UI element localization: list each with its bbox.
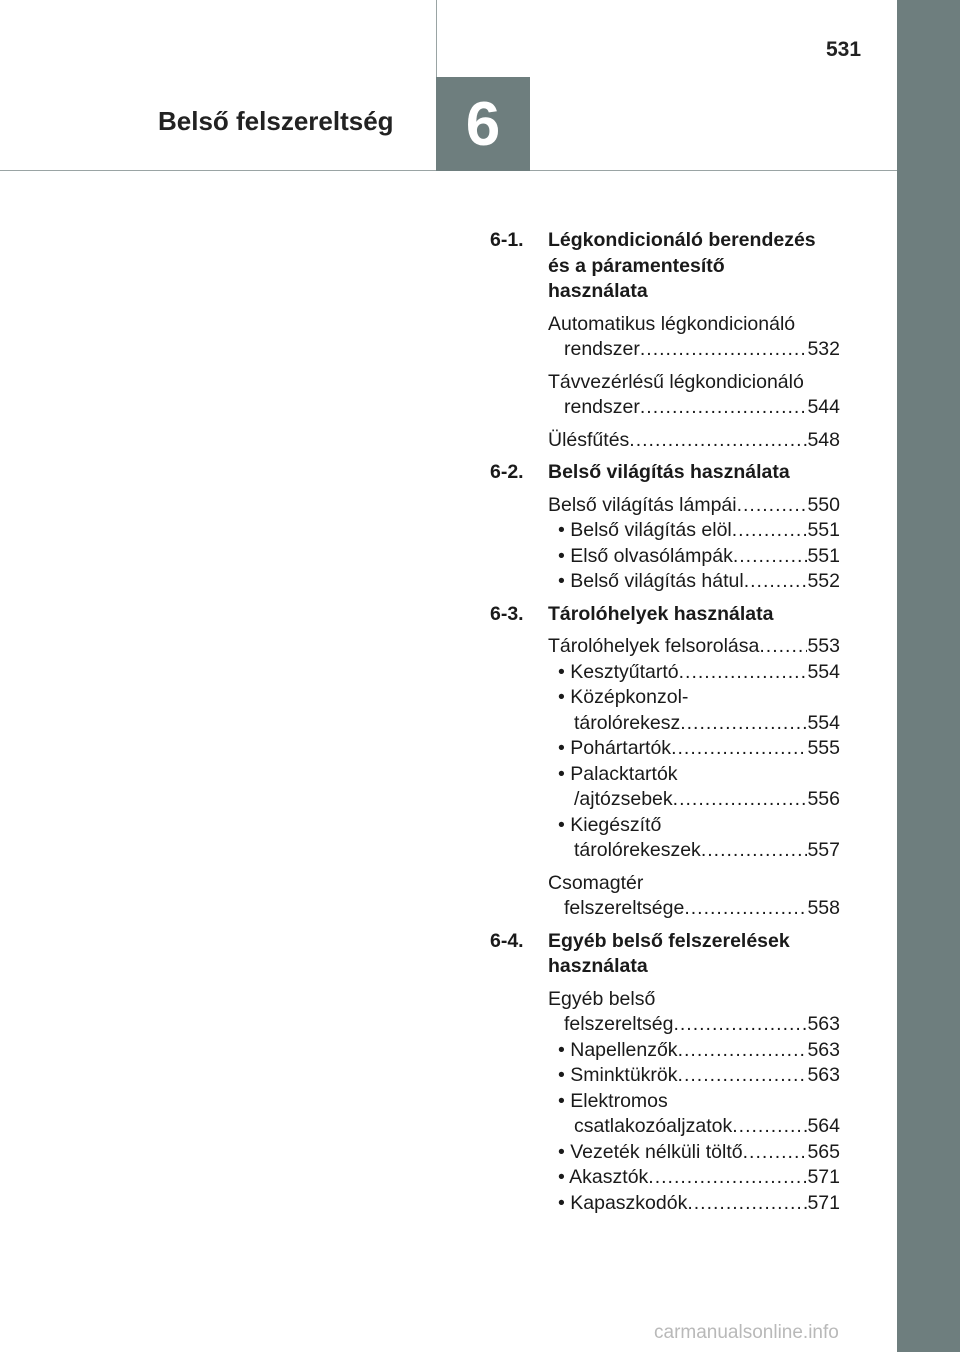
toc-sub-entry[interactable] xyxy=(548,1089,840,1140)
toc-section-heading[interactable] xyxy=(490,460,840,486)
toc-page-number: 550 xyxy=(807,493,840,516)
toc-sub-entry[interactable] xyxy=(548,518,840,544)
toc-entry-line xyxy=(548,685,840,711)
toc-entry-line xyxy=(548,1038,840,1064)
toc-page-number: 571 xyxy=(807,1191,840,1214)
toc-page-number: 557 xyxy=(807,839,840,861)
toc-section-number: 6-3. xyxy=(490,602,524,625)
toc-dot-leader xyxy=(732,518,808,544)
toc-entry-line xyxy=(548,493,840,519)
toc-entry-line xyxy=(548,762,840,788)
watermark: carmanualsonline.info xyxy=(654,1322,839,1343)
toc-entry[interactable] xyxy=(548,428,840,454)
toc-entry-label: • Belső világítás elöl xyxy=(558,519,732,541)
toc-section-number: 6-4. xyxy=(490,929,524,952)
toc-dot-leader xyxy=(701,838,808,864)
toc-sub-entry[interactable] xyxy=(548,1140,840,1166)
chapter-number-box xyxy=(436,77,530,171)
toc-entry-label: tárolórekeszek xyxy=(574,839,701,861)
toc-entry-line xyxy=(548,736,840,762)
toc-entry-line xyxy=(548,1089,840,1115)
toc-section-title xyxy=(548,460,840,486)
toc-section-title xyxy=(548,228,840,305)
toc-entry-line xyxy=(548,634,840,660)
toc-entry-line xyxy=(548,1063,840,1089)
toc-sub-entry[interactable] xyxy=(548,1165,840,1191)
toc-sub-entry[interactable] xyxy=(548,1038,840,1064)
toc-dot-leader xyxy=(673,787,808,813)
toc-section-title-line: Belső világítás használata xyxy=(548,461,790,483)
toc-entry-label: Belső világítás lámpái xyxy=(548,493,737,516)
toc-section-title-line: használata xyxy=(548,280,648,302)
chapter-side-tab xyxy=(897,0,960,1352)
toc-entry-line xyxy=(548,871,840,897)
toc-entry-line xyxy=(548,987,840,1013)
toc-entry-line xyxy=(548,896,840,922)
toc-entry[interactable] xyxy=(548,493,840,519)
toc-page-number: 563 xyxy=(807,1038,840,1061)
toc-entry-label: felszereltség xyxy=(564,1013,674,1035)
toc-dot-leader xyxy=(679,660,808,686)
toc-entry-label: tárolórekesz xyxy=(574,711,681,734)
toc-entry[interactable] xyxy=(548,987,840,1038)
toc-page-number: 565 xyxy=(807,1140,840,1163)
toc-page-number: 563 xyxy=(807,1064,840,1086)
toc-dot-leader xyxy=(744,569,808,595)
toc-section-heading[interactable] xyxy=(490,602,840,628)
toc-entry-line xyxy=(548,518,840,544)
toc-page-number: 558 xyxy=(807,897,840,919)
toc-sub-entry[interactable] xyxy=(548,660,840,686)
toc-dot-leader xyxy=(684,896,807,922)
toc-page-number: 552 xyxy=(807,570,840,592)
toc-sub-entry[interactable] xyxy=(548,762,840,813)
toc-page-number: 564 xyxy=(807,1115,840,1137)
toc-page-number: 554 xyxy=(807,660,840,683)
toc-entry-label: • Kesztyűtartó xyxy=(558,660,679,683)
toc-dot-leader xyxy=(733,544,808,570)
toc-section-title-line: használata xyxy=(548,955,648,977)
toc-page-number: 563 xyxy=(807,1013,840,1035)
toc-dot-leader xyxy=(678,1038,808,1064)
toc-dot-leader xyxy=(629,428,807,454)
toc-entry-label: Automatikus légkondicionáló xyxy=(548,312,796,335)
toc-dot-leader xyxy=(680,711,807,737)
toc-entry-line xyxy=(548,1114,840,1140)
toc-dot-leader xyxy=(671,736,807,762)
toc-page-number: 554 xyxy=(807,711,840,734)
toc-dot-leader xyxy=(640,395,808,421)
toc-page-number: 551 xyxy=(807,544,840,567)
toc-sub-entry[interactable] xyxy=(548,544,840,570)
toc-entry-line xyxy=(548,395,840,421)
toc-page-number: 532 xyxy=(807,338,840,360)
chapter-number: 6 xyxy=(465,89,501,159)
chapter-title: Belső felszereltség xyxy=(158,106,394,136)
toc-section-title-line: Egyéb belső felszerelések xyxy=(548,929,790,952)
table-of-contents xyxy=(490,228,840,1216)
toc-entry-label: • Sminktükrök xyxy=(558,1064,678,1086)
toc-entry[interactable] xyxy=(548,370,840,421)
toc-entry-label: • Kiegészítő xyxy=(558,813,662,836)
toc-dot-leader xyxy=(673,1012,807,1038)
toc-entry-label: • Pohártartók xyxy=(558,737,672,759)
toc-entry-line xyxy=(548,813,840,839)
toc-entry-label: rendszer xyxy=(564,396,640,418)
toc-section-title xyxy=(548,929,840,980)
toc-page-number: 556 xyxy=(807,788,840,810)
toc-dot-leader xyxy=(678,1063,808,1089)
toc-page-number: 544 xyxy=(807,396,840,418)
toc-sub-entry[interactable] xyxy=(548,813,840,864)
toc-entry-line xyxy=(548,1012,840,1038)
toc-section-title-line: Légkondicionáló berendezés xyxy=(548,229,816,251)
toc-entry-line xyxy=(548,838,840,864)
toc-entry-label: Csomagtér xyxy=(548,871,644,894)
toc-sub-entry[interactable] xyxy=(548,569,840,595)
toc-sub-entry[interactable] xyxy=(548,1191,840,1217)
toc-entry-label: • Elektromos xyxy=(558,1089,668,1112)
toc-entry-label: csatlakozóaljzatok xyxy=(574,1115,733,1137)
header-vertical-rule xyxy=(436,0,437,77)
toc-entry[interactable] xyxy=(548,312,840,363)
toc-dot-leader xyxy=(759,634,807,660)
toc-entry-label: Tárolóhelyek felsorolása xyxy=(548,635,760,657)
toc-entry-line xyxy=(548,428,840,454)
toc-page-number: 555 xyxy=(807,737,840,759)
toc-entry[interactable] xyxy=(548,634,840,660)
toc-entry-label: Távvezérlésű légkondicionáló xyxy=(548,370,804,393)
toc-section-heading[interactable] xyxy=(490,929,840,980)
toc-entry-line xyxy=(548,660,840,686)
toc-section-heading[interactable] xyxy=(490,228,840,305)
toc-entry-line xyxy=(548,1140,840,1166)
toc-entry-line xyxy=(548,544,840,570)
toc-entry-line xyxy=(548,370,840,396)
toc-section-number: 6-1. xyxy=(490,229,524,251)
toc-entry-line xyxy=(548,1165,840,1191)
toc-entry-line xyxy=(548,569,840,595)
toc-entry-line xyxy=(548,337,840,363)
toc-entry-label: • Vezeték nélküli töltő xyxy=(558,1140,743,1163)
toc-page-number: 571 xyxy=(807,1166,840,1188)
toc-entry-label: rendszer xyxy=(564,338,640,360)
toc-entry-line xyxy=(548,787,840,813)
toc-section-title-line: Tárolóhelyek használata xyxy=(548,602,774,625)
toc-dot-leader xyxy=(648,1165,807,1191)
page-number: 531 xyxy=(826,38,862,61)
toc-entry-label: /ajtózsebek xyxy=(574,788,673,810)
toc-entry-label: Ülésfűtés xyxy=(548,428,630,451)
toc-entry-label: • Akasztók xyxy=(558,1166,649,1188)
toc-page-number: 553 xyxy=(807,635,840,657)
toc-entry-line xyxy=(548,312,840,338)
toc-dot-leader xyxy=(737,493,808,519)
toc-entry-line xyxy=(548,711,840,737)
toc-sub-entry[interactable] xyxy=(548,1063,840,1089)
toc-sub-entry[interactable] xyxy=(548,736,840,762)
toc-section-title xyxy=(548,602,840,628)
toc-entry-label: • Palacktartók xyxy=(558,762,678,785)
toc-section-number: 6-2. xyxy=(490,461,524,483)
toc-entry[interactable] xyxy=(548,871,840,922)
toc-dot-leader xyxy=(743,1140,808,1166)
toc-dot-leader xyxy=(732,1114,807,1140)
toc-entry-label: • Középkonzol- xyxy=(558,686,689,708)
toc-dot-leader xyxy=(687,1191,807,1217)
toc-page-number: 551 xyxy=(807,519,840,541)
toc-page-number: 548 xyxy=(807,428,840,451)
toc-entry-label: • Belső világítás hátul xyxy=(558,570,744,592)
toc-sub-entry[interactable] xyxy=(548,685,840,736)
toc-section-title-line: és a páramentesítő xyxy=(548,254,725,277)
toc-dot-leader xyxy=(640,337,808,363)
toc-entry-label: • Kapaszkodók xyxy=(558,1191,688,1214)
toc-entry-label: Egyéb belső xyxy=(548,987,656,1010)
toc-entry-label: • Napellenzők xyxy=(558,1038,678,1061)
toc-entry-label: • Első olvasólámpák xyxy=(558,544,733,567)
toc-entry-label: felszereltsége xyxy=(564,897,685,919)
toc-entry-line xyxy=(548,1191,840,1217)
